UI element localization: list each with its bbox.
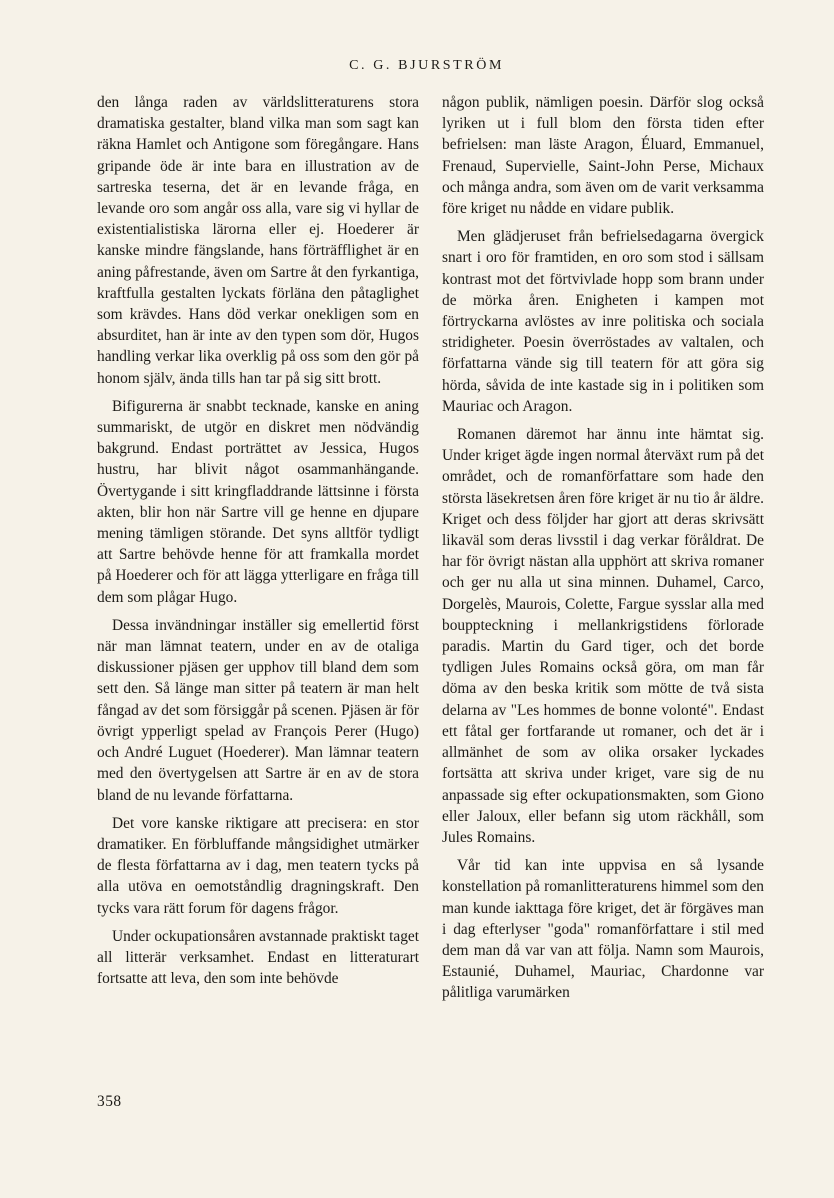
paragraph: Under ockupationsåren avstannade praktiskt taget all litterär verksamhet. Endast en litteraturart fortsatte att leva, den som inte behövde [97,927,419,988]
paragraph: den långa raden av världslitteraturens stora dramatiska gestalter, bland vilka man som sagt kan räkna Hamlet och Antigone som föregångare. Hans gripande öde är inte bara en illustration av de sartreska teserna, det är en levande fråga, en levande oro som angår oss alla, vare sig vi hyllar de existentialistiska lärorna eller ej. Hoederer är kanske mindre fängslande, hans förträfflighet är en aning påfrestande, även om Sartre åt den fyrkantiga, kraftfulla gestalten lyckats förläna den påtaglighet som krävdes. Hans död verkar onekligen som en absurditet, han är inte av den typen som dör, Hugos handling verkar lika overklig på oss som den gör på honom själv, ända tills han tar på sig sitt brott. [97,94,419,387]
paragraph: Bifigurerna är snabbt tecknade, kanske en aning summariskt, de utgör en diskret men nödvändig bakgrund. Endast porträttet av Jessica, Hugos hustru, har blivit något osammanhängande. Övertygande i sitt kringfladdrande lättsinne i första akten, blir hon när Sartre vill ge henne en djupare mening tämligen störande. Det syns alltför tydligt att Sartre behövde henne för att framkalla mordet på Hoederer och för att lägga ytterligare en fråga till dem som plågar Hugo. [97,397,419,606]
paragraph: Det vore kanske riktigare att precisera: en stor dramatiker. En förbluffande mångsidighet utmärker de flesta författarna av i dag, men teatern tycks på alla utöva en oemotståndlig dragningskraft. Den tycks vara rätt forum för dagens frågor. [97,814,419,917]
left-column [97,92,419,996]
page-number: 358 [97,1093,122,1110]
paragraph: Men glädjeruset från befrielsedagarna övergick snart i oro för framtiden, en oro som stod i sällsam kontrast mot det förtvivlade hopp som brann under de mörka åren. Enigheten i kampen mot förtryckarna avlöstes av inre politiska och sociala stridigheter. Poesin överröstades av valtalen, och författarna vände sig till teatern för att göra sig hörda, såvida de inte kastade sig in i politiken som Mauriac och Aragon. [442,228,764,415]
running-head: C. G. BJURSTRÖM [349,58,504,73]
right-column [442,92,764,1011]
paragraph: Romanen däremot har ännu inte hämtat sig. Under kriget ägde ingen normal återväxt rum på det området, och de romanförfattare som hade den största läsekretsen åren före kriget är nu tio år äldre. Kriget och dess följder har gjort att deras skrivsätt likaväl som deras livsstil i dag verkar föråldrat. De har för övrigt nästan alla upphört att skriva romaner och ger nu alla ut sina minnen. Duhamel, Carco, Dorgelès, Maurois, Colette, Fargue sysslar alla med bouppteckning i mellankrigstidens förlorade paradis. Martin du Gard tiger, och det borde tydligen Jules Romains också göra, om man får döma av den beska kritik som mötte de två sista delarna av "Les hommes de bonne volonté". Endast ett fåtal ger fortfarande ut romaner, och det är i allmänhet de som av olika orsaker lyckades fortsätta att skriva under kriget, vare sig de nu anpassade sig efter ockupationsmakten, som Giono eller Jaloux, eller befann sig utom räckhåll, som Jules Romains. [442,426,764,846]
paragraph: någon publik, nämligen poesin. Därför slog också lyriken ut i full blom den första tiden efter befrielsen: man läste Aragon, Éluard, Emmanuel, Frenaud, Supervielle, Saint-John Perse, Michaux och många andra, som även om de varit verksamma före kriget nu nådde en vidare publik. [442,94,764,218]
paragraph: Vår tid kan inte uppvisa en så lysande konstellation på romanlitteraturens himmel som den man kunde iakttaga före kriget, det är förgäves man i dag efterlyser "goda" romanförfattare i stil med dem man då var van att följa. Namn som Maurois, Estaunié, Duhamel, Mauriac, Chardonne var pålitliga varumärken [442,857,764,1002]
paragraph: Dessa invändningar inställer sig emellertid först när man lämnat teatern, under en av de otaliga diskussioner pjäsen ger upphov till bland dem som sett den. Så länge man sitter på teatern är man helt fångad av det som försiggår på scenen. Pjäsen är för övrigt ypperligt spelad av François Perer (Hugo) och André Luguet (Hoederer). Man lämnar teatern med den övertygelsen att Sartre är en av de stora bland de nu levande författarna. [97,616,419,804]
